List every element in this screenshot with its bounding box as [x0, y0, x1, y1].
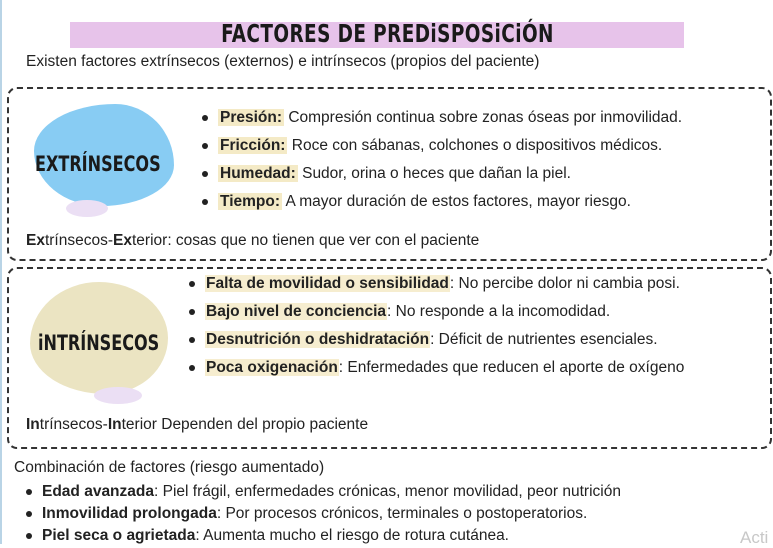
list-item — [202, 132, 682, 160]
intrinsecos-accent-blob — [94, 387, 142, 404]
mnemonic-text: terior: cosas que no tienen que ver con el paciente — [132, 232, 480, 249]
mnemonic-bold: Ex — [113, 232, 132, 249]
item-desc: Compresión continua sobre zonas óseas por inmovilidad. — [284, 109, 683, 126]
left-edge-border — [0, 0, 2, 544]
item-term: Inmovilidad prolongada — [42, 505, 217, 522]
item-desc: : Aumenta mucho el riesgo de rotura cutánea. — [195, 527, 509, 544]
list-item — [189, 270, 684, 298]
item-term: Presión: — [220, 109, 283, 126]
intro-text: Existen factores extrínsecos (externos) e intrínsecos (propios del paciente) — [26, 53, 540, 70]
intrinsecos-list — [189, 270, 684, 382]
mnemonic-bold: In — [26, 416, 40, 433]
intrinsecos-label: iNTRÍNSECOS — [38, 331, 160, 355]
item-desc: : Déficit de nutrientes esenciales. — [430, 331, 658, 348]
mnemonic-bold: Ex — [26, 232, 45, 249]
mnemonic-text: trínsecos- — [44, 232, 114, 249]
item-desc: A mayor duración de estos factores, mayor riesgo. — [282, 193, 631, 210]
extrinsecos-label: EXTRÍNSECOS — [35, 152, 161, 176]
mnemonic-text: terior Dependen del propio paciente — [121, 416, 369, 433]
list-item — [189, 326, 684, 354]
combinacion-list — [26, 481, 621, 547]
list-item — [189, 298, 684, 326]
list-item — [26, 481, 621, 503]
item-desc: : Enfermedades que reducen el aporte de oxígeno — [338, 359, 685, 376]
item-term: Desnutrición o deshidratación — [206, 331, 430, 348]
list-item — [202, 160, 682, 188]
item-desc: : Piel frágil, enfermedades crónicas, menor movilidad, peor nutrición — [154, 483, 621, 500]
combinacion-title: Combinación de factores (riesgo aumentado) — [14, 459, 325, 476]
list-item — [26, 503, 621, 525]
item-term: Piel seca o agrietada — [42, 527, 196, 544]
item-term: Edad avanzada — [42, 483, 154, 500]
item-term: Falta de movilidad o sensibilidad — [206, 275, 449, 292]
item-desc: : No percibe dolor ni cambia posi. — [449, 275, 680, 292]
item-desc: : No responde a la incomodidad. — [387, 303, 611, 320]
item-term: Poca oxigenación — [206, 359, 338, 376]
extrinsecos-mnemonic — [26, 232, 479, 250]
item-term: Humedad: — [220, 165, 296, 182]
list-item — [189, 354, 684, 382]
item-desc: Roce con sábanas, colchones o dispositivos médicos. — [287, 137, 663, 154]
page-title: FACTORES DE PREDiSPOSiCiÓN — [221, 19, 554, 48]
item-term: Fricción: — [220, 137, 286, 154]
list-item — [202, 188, 682, 216]
item-term: Bajo nivel de conciencia — [206, 303, 387, 320]
extrinsecos-list — [202, 104, 682, 216]
item-desc: : Por procesos crónicos, terminales o postoperatorios. — [216, 505, 588, 522]
item-term: Tiempo: — [220, 193, 280, 210]
list-item — [202, 104, 682, 132]
extrinsecos-accent-blob — [66, 200, 108, 217]
mnemonic-bold: In — [107, 416, 122, 433]
item-desc: Sudor, orina o heces que dañan la piel. — [297, 165, 571, 182]
activation-watermark: Acti — [740, 528, 769, 547]
intrinsecos-mnemonic — [26, 416, 368, 434]
mnemonic-text: trínsecos- — [39, 416, 108, 433]
